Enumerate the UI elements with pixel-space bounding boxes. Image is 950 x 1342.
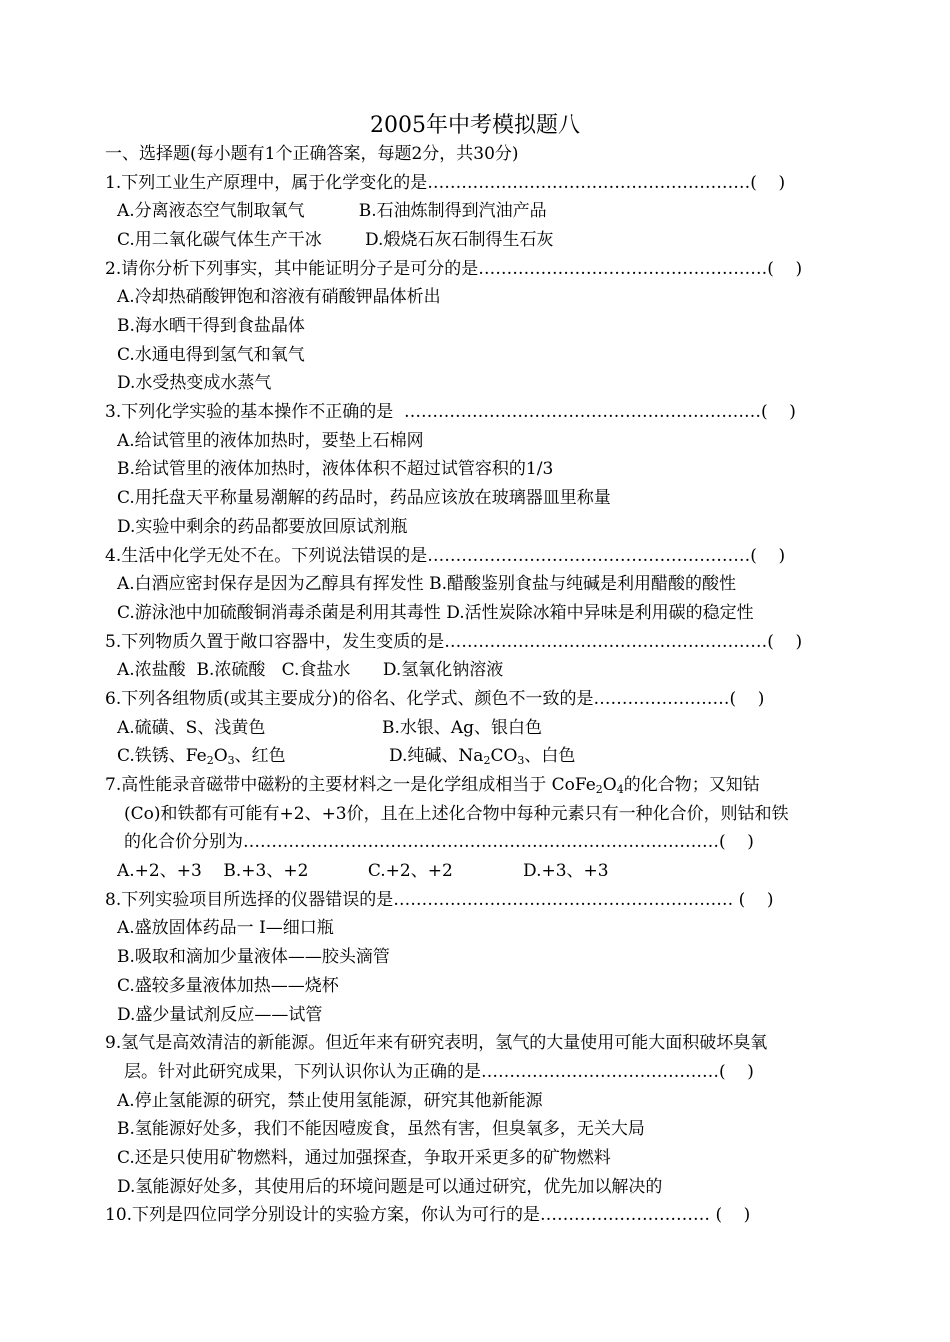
question-4-stem: 4.生活中化学无处不在。下列说法错误的是…………………………………………………( ) xyxy=(105,546,786,566)
question-5-stem: 5.下列物质久置于敞口容器中，发生变质的是…………………………………………………( ) xyxy=(105,632,803,652)
question-9-option-a: A.停止氢能源的研究，禁止使用氢能源，研究其他新能源 xyxy=(117,1091,543,1111)
stem-text: 的化合物；又知钴 xyxy=(623,775,760,795)
question-6-stem: 6.下列各组物质(或其主要成分)的俗名、化学式、颜色不一致的是……………………( ) xyxy=(105,689,765,709)
question-8-option-a: A.盛放固体药品一 I—细口瓶 xyxy=(117,918,334,938)
option-d-text: 、白色 xyxy=(524,746,576,766)
question-8-option-c: C.盛较多量液体加热——烧杯 xyxy=(117,976,339,996)
question-7-options: A.+2、+3 B.+3、+2 C.+2、+2 D.+3、+3 xyxy=(117,861,609,881)
question-10-stem: 10.下列是四位同学分别设计的实验方案，你认为可行的是………………………… ( ) xyxy=(105,1205,751,1225)
page-title: 2005年中考模拟题八 xyxy=(370,113,580,138)
question-3-stem: 3.下列化学实验的基本操作不正确的是 ………………………………………………………( ) xyxy=(105,402,796,422)
question-8-stem: 8.下列实验项目所选择的仪器错误的是…………………………………………………… ( ) xyxy=(105,890,774,910)
question-9-stem-line-1: 9.氢气是高效清洁的新能源。但近年来有研究表明，氢气的大量使用可能大面积破坏臭氧 xyxy=(105,1033,768,1053)
question-7-stem-line-3: 的化合价分别为…………………………………………………………………………( ) xyxy=(124,832,754,852)
question-3-option-a: A.给试管里的液体加热时，要垫上石棉网 xyxy=(117,431,424,451)
question-1-stem: 1.下列工业生产原理中，属于化学变化的是…………………………………………………( ) xyxy=(105,173,786,193)
question-2-option-c: C.水通电得到氢气和氧气 xyxy=(117,345,305,365)
question-1-options-ab: A.分离液态空气制取氧气 B.石油炼制得到汽油产品 xyxy=(117,201,547,221)
question-9-option-c: C.还是只使用矿物燃料，通过加强探查，争取开采更多的矿物燃料 xyxy=(117,1148,611,1168)
question-9-option-b: B.氢能源好处多，我们不能因噎废食，虽然有害，但臭氧多，无关大局 xyxy=(117,1119,645,1139)
question-3-option-c: C.用托盘天平称量易潮解的药品时，药品应该放在玻璃器皿里称量 xyxy=(117,488,611,508)
question-3-option-b: B.给试管里的液体加热时，液体体积不超过试管容积的1/3 xyxy=(117,459,554,479)
question-2-option-b: B.海水晒干得到食盐晶体 xyxy=(117,316,305,336)
question-2-option-d: D.水受热变成水蒸气 xyxy=(117,373,272,393)
question-7-stem-line-1 xyxy=(105,773,760,797)
question-3-option-d: D.实验中剩余的药品都要放回原试剂瓶 xyxy=(117,517,408,537)
question-8-option-d: D.盛少量试剂反应——试管 xyxy=(117,1005,323,1025)
question-6-option-b: B.水银、Ag、银白色 xyxy=(382,718,543,738)
option-c-text: C.铁锈、Fe xyxy=(117,746,207,766)
question-5-options: A.浓盐酸 B.浓硫酸 C.食盐水 D.氢氧化钠溶液 xyxy=(117,660,504,680)
option-d-text: CO xyxy=(490,746,518,766)
question-6-option-a: A.硫磺、S、浅黄色 xyxy=(117,718,266,738)
subscript: 3 xyxy=(227,754,235,767)
question-1-options-cd: C.用二氧化碳气体生产干冰 D.煅烧石灰石制得生石灰 xyxy=(117,230,554,250)
question-7-stem-line-2: (Co)和铁都有可能有+2、+3价，且在上述化合物中每种元素只有一种化合价，则钴和铁 xyxy=(124,804,789,824)
question-2-stem: 2.请你分析下列事实，其中能证明分子是可分的是……………………………………………( ) xyxy=(105,259,803,279)
option-c-text: 、红色 xyxy=(234,746,286,766)
option-d-text: D.纯碱、Na xyxy=(389,746,484,766)
question-9-option-d: D.氢能源好处多，其使用后的环境问题是可以通过研究，优先加以解决的 xyxy=(117,1177,663,1197)
question-4-options-ab: A.白酒应密封保存是因为乙醇具有挥发性 B.醋酸鉴别食盐与纯碱是利用醋酸的酸性 xyxy=(117,574,736,594)
question-2-option-a: A.冷却热硝酸钾饱和溶液有硝酸钾晶体析出 xyxy=(117,287,441,307)
subscript: 4 xyxy=(616,783,624,796)
section-heading: 一、选择题(每小题有1个正确答案，每题2分，共30分) xyxy=(105,144,519,164)
subscript: 2 xyxy=(483,754,491,767)
subscript: 2 xyxy=(206,754,214,767)
question-6-option-c xyxy=(117,744,286,768)
option-c-text: O xyxy=(213,746,228,766)
subscript: 3 xyxy=(517,754,525,767)
subscript: 2 xyxy=(595,783,603,796)
question-9-stem-line-2: 层。针对此研究成果，下列认识你认为正确的是……………………………………( ) xyxy=(124,1062,754,1082)
stem-text: 7.高性能录音磁带中磁粉的主要材料之一是化学组成相当于 CoFe xyxy=(105,775,596,795)
question-6-option-d xyxy=(389,744,575,768)
stem-text: O xyxy=(602,775,617,795)
question-8-option-b: B.吸取和滴加少量液体——胶头滴管 xyxy=(117,947,390,967)
question-4-options-cd: C.游泳池中加硫酸铜消毒杀菌是利用其毒性 D.活性炭除冰箱中异味是利用碳的稳定性 xyxy=(117,603,754,623)
